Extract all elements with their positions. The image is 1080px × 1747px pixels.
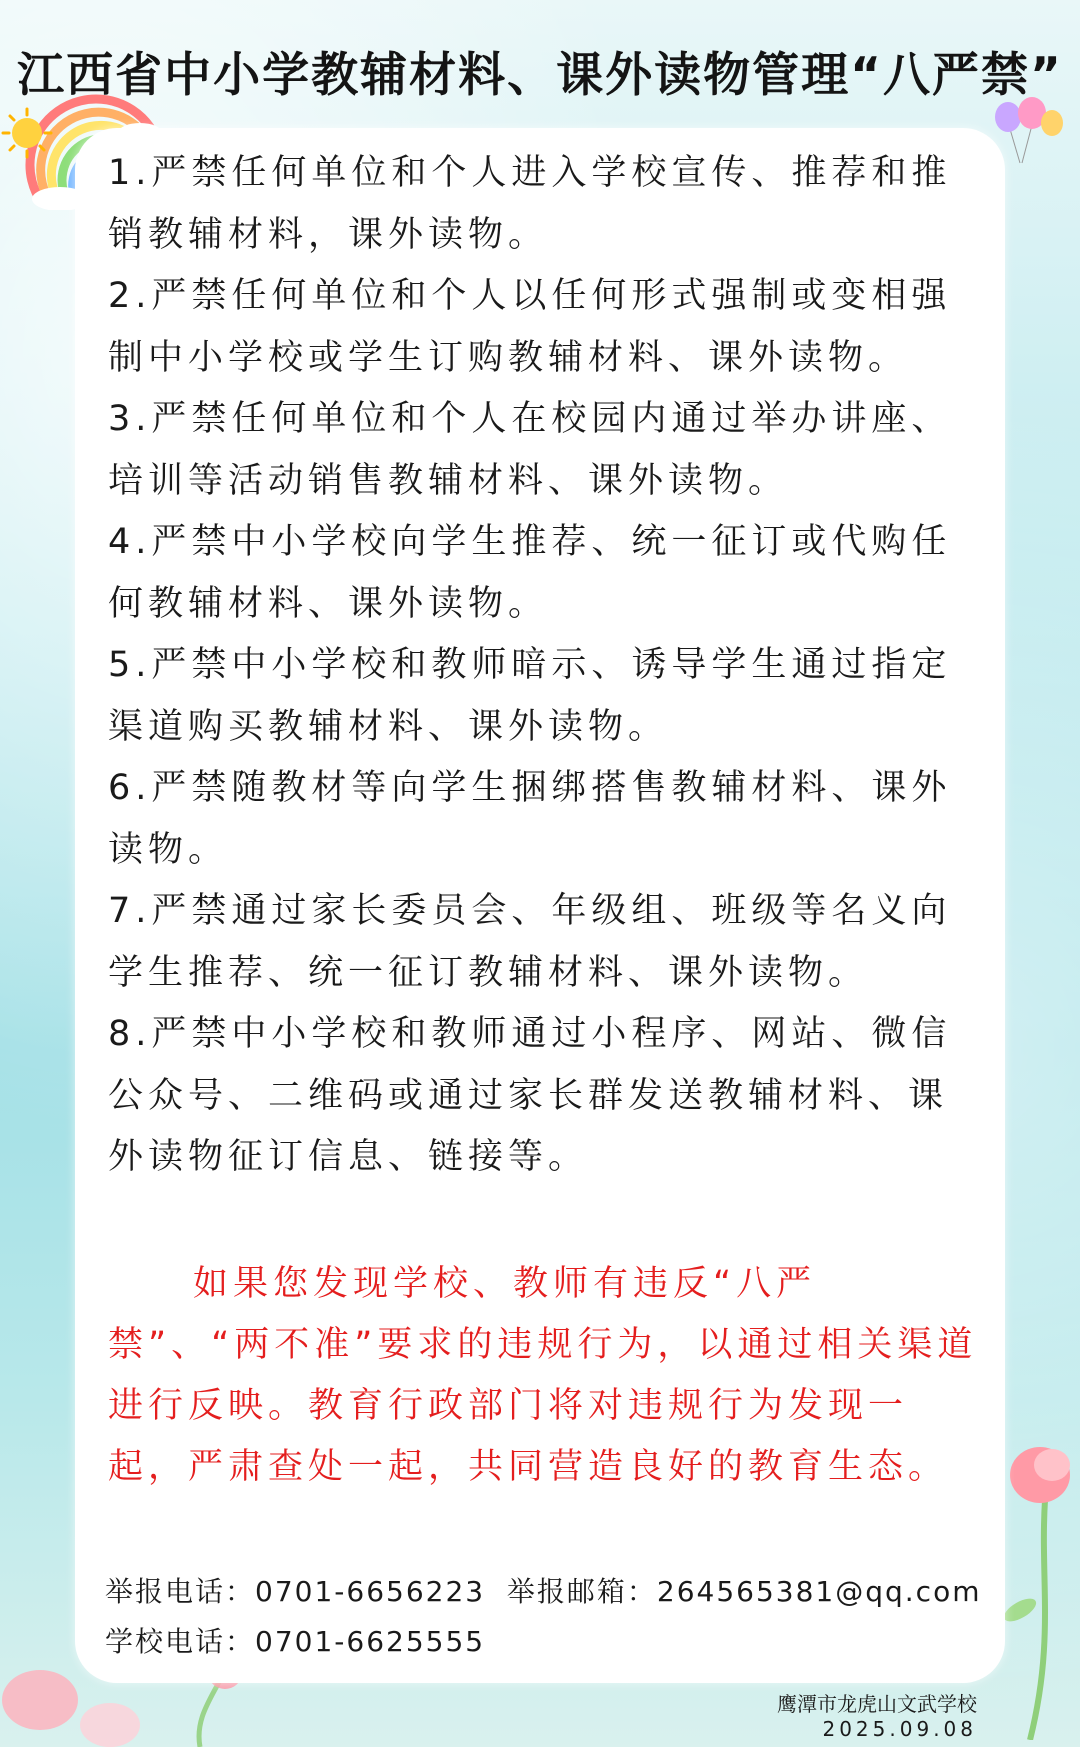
rules-list [108, 143, 978, 1189]
rule-4: 4.严禁中小学校向学生推荐、统一征订或代购任何教辅材料、课外读物。 [108, 522, 952, 624]
flower-icon [1000, 1440, 1080, 1740]
page-title: 江西省中小学教辅材料、课外读物管理“八严禁” [17, 48, 1063, 103]
school-phone-label: 学校电话： [105, 1625, 256, 1658]
footer-date: 2025.09.08 [822, 1717, 977, 1741]
report-email-label: 举报邮箱： [506, 1575, 657, 1608]
report-phone: 0701-6656223 [255, 1575, 486, 1608]
rule-8: 8.严禁中小学校和教师通过小程序、网站、微信公众号、二维码或通过家长群发送教辅材料、课外读物征订信息、链接等。 [108, 1014, 952, 1177]
rule-7: 7.严禁通过家长委员会、年级组、班级等名义向学生推荐、统一征订教辅材料、课外读物。 [108, 891, 952, 993]
rule-2: 2.严禁任何单位和个人以任何形式强制或变相强制中小学校或学生订购教辅材料、课外读物。 [108, 276, 952, 378]
rule-6: 6.严禁随教材等向学生捆绑搭售教辅材料、课外读物。 [108, 768, 952, 870]
notice-paragraph: 如果您发现学校、教师有违反“八严禁”、“两不准”要求的违规行为，以通过相关渠道进行反映。教育行政部门将对违规行为发现一起，严肃查处一起，共同营造良好的教育生态。 [108, 1264, 978, 1487]
report-phone-label: 举报电话： [105, 1575, 256, 1608]
report-email: 264565381@qq.com [656, 1575, 982, 1608]
school-contact-line [105, 1620, 485, 1660]
school-phone: 0701-6625555 [255, 1625, 486, 1658]
rule-1: 1.严禁任何单位和个人进入学校宣传、推荐和推销教辅材料，课外读物。 [108, 153, 952, 255]
rule-3: 3.严禁任何单位和个人在校园内通过举办讲座、培训等活动销售教辅材料、课外读物。 [108, 399, 952, 501]
rule-5: 5.严禁中小学校和教师暗示、诱导学生通过指定渠道购买教辅材料、课外读物。 [108, 645, 952, 747]
footer-school-name: 鹰潭市龙虎山文武学校 [777, 1692, 977, 1716]
report-contact-line [105, 1570, 981, 1610]
